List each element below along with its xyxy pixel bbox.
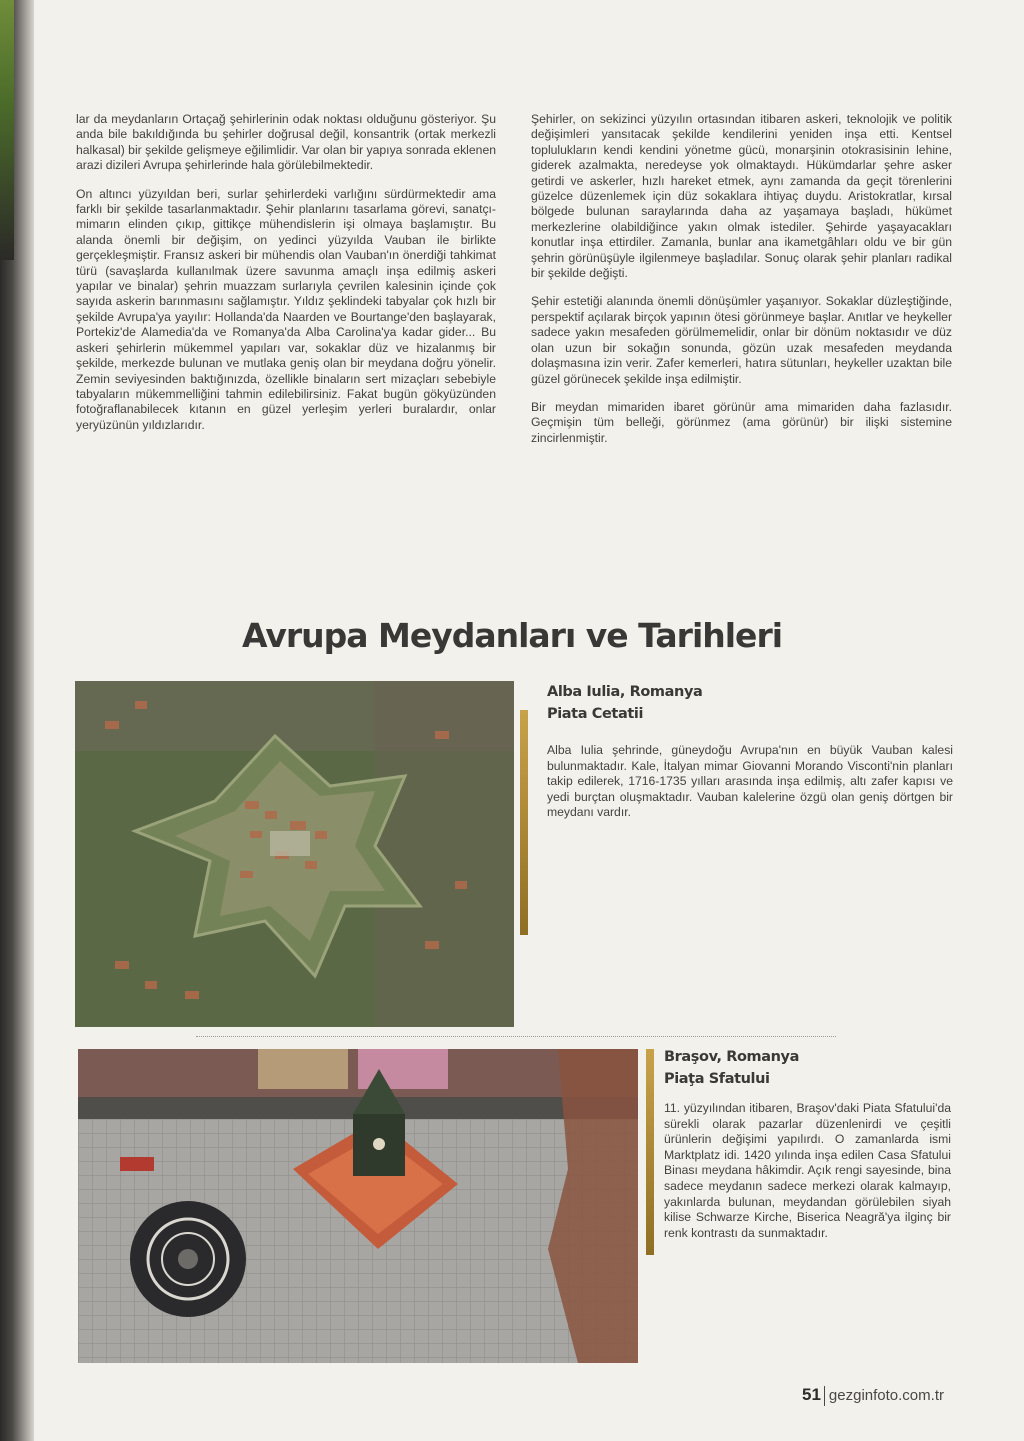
square-name: Piaţa Sfatului [664, 1071, 770, 1087]
page-footer [802, 1385, 944, 1406]
footer-site: gezginfoto.com.tr [828, 1387, 944, 1404]
square-heading-alba [547, 681, 847, 725]
paragraph: Bir meydan mimariden ibaret görünür ama mimariden daha fazlasıdır. Geçmişin tüm belleği, görünmez (ama görünür) bir ilişki sistemine zincirlenmiştir. [531, 399, 952, 445]
accent-bar [646, 1049, 654, 1255]
paragraph: On altıncı yüzyıldan beri, surlar şehirlerdeki varlığını sürdürmektedir ama farklı bir şekilde tasarlanmaktadır. Şehir planlarını tasarlama görevi, sanatçı-mimarın elinden çıkıp, gittikçe mühendislerin işi olmaya başlamıştır. Bu alanda önemli bir değişim, on yedinci yüzyılda Vauban ile birlikte gerçekleşmiştir. Fransız askeri bir mühendis olan Vauban'ın önerdiği tahkimat türü (savaşlarda kullanılmak üzere savunma amaçlı inşa edilmiş askeri yapılar ve binalar) şehrin muazzam surlarıyla çevrilen kalesinin içinde çok sayıda askerin barınmasını sağlamıştır. Yıldız şeklindeki tabyalar çok hızlı bir şekilde Avrupa'ya yayılır: Hollanda'da Naarden ve Bourtange'den başlayarak, Portekiz'de Alamedia'da ve Romanya'da Alba Carolina'ya kadar gider... Bu askeri şehirlerin mükemmel yapıları var, sokaklar düz ve hizalanmış bir şekilde, merkezde bulunan ve mutlaka geniş olan bir meydana doğru yönelir. Zemin seviyesinden baktığınızda, özellikle binaların sert mizaçları sebebiyle tabyaların mükemmelliğini tahmin edilebilirsiniz. Fakat bugün gökyüzünden fotoğraflanabilecek kıtanın en güzel yerleşim yerleri buralardır, onlar yeryüzünün yıldızlarıdır. [76, 186, 496, 432]
accent-bar [520, 710, 528, 935]
page-number: 51 [802, 1385, 821, 1404]
body-column-right [531, 112, 952, 459]
spine-color-strip [0, 0, 14, 260]
star-fortress-illustration [75, 681, 514, 1027]
square-location: Alba Iulia, Romanya [547, 684, 703, 700]
section-title: Avrupa Meydanları ve Tarihleri [241, 616, 783, 655]
brasov-aerial-photo [78, 1049, 638, 1363]
square-heading-brasov [664, 1046, 944, 1090]
town-square-illustration [78, 1049, 638, 1363]
square-name: Piata Cetatii [547, 706, 644, 722]
square-location: Braşov, Romanya [664, 1049, 799, 1065]
paragraph: Şehir estetiği alanında önemli dönüşümler yaşanıyor. Sokaklar düzleştiğinde, perspektif açılarak birçok yapının ötesi görünmeye başlar. Anıtlar ve heykeller sadece yakın mesafeden görülmemelidir, onlar bir dönüm noktasıdır ve düz olan uzun bir sokağın sonunda, gözün uzak mesafeden meydanda dolaşmasına izin verir. Zafer kemerleri, hatıra sütunları, heykeller uzaktan bile güzel görünecek şekilde inşa edilmiştir. [531, 294, 952, 386]
paragraph: lar da meydanların Ortaçağ şehirlerinin odak noktası olduğunu gösteriyor. Şu anda bile bakıldığında bu şehirler doğrusal değil, konsantrik (ortak merkezli halkasal) bir şekilde gelişmeye eğilimlidir. Var olan bir yapıya sonrada eklenen arazi dizileri Avrupa şehirlerinde hala görülebilmektedir. [76, 112, 496, 173]
square-description: Alba Iulia şehrinde, güneydoğu Avrupa'nın en büyük Vauban kalesi bulunmaktadır. Kale, İtalyan mimar Giovanni Morando Visconti'nin planları takip edilerek, 1716-1735 yılları arasında inşa edilmiş, altı zafer kapısı ve yedi burçtan oluşmaktadır. Vauban kalelerine özgü olan geniş dörtgen bir meydanı vardır. [547, 743, 953, 820]
body-column-left [76, 112, 496, 446]
square-description: 11. yüzyılından itibaren, Braşov'daki Piata Sfatului'da sürekli olarak pazarlar düzenlenirdi ve çeşitli ürünlerin değişimi yapılırdı. O zamanlarda ismi Marktplatz idi. 1420 yılında inşa edilen Casa Sfatului Binası meydana hâkimdir. Açık rengi sayesinde, bina sadece meydanın sadece merkezi olarak kalmayıp, yakınlarda bulunan, meydandan görülebilen siyah kilise Schwarze Kirche, Biserica Neagră'ya ilginç bir renk kontrastı da sunmaktadır. [664, 1101, 951, 1240]
paragraph: Şehirler, on sekizinci yüzyılın ortasından itibaren askeri, teknolojik ve politik değişimleri yansıtacak şekilde kendilerini yeniden inşa etti. Kentsel toplulukların kendi kendini yönetme gücü, monarşinin otokrasisinin lehine, giderek azalmakta, neredeyse yok olmaktaydı. Hükümdarlar şehre asker getirdi ve askerler, hızlı hareket etmek, aynı zamanda da geçit törenlerini güzelce düzenlemek için düz sokaklara ihtiyaç duydu. Aristokratlar, kırsal bölgede bulunan saraylarında daha az yaşamaya başladı, hükümet merkezlerine olabildiğince yakın olmak istediler. Şehirde yaşayacakları konutlar inşa ettirdiler. Zamanla, bunlar ana ikametgâhları oldu ve bir gün şehrin görünüşüyle ilgilenmeye başladılar. Sonuç olarak şehir planları radikal bir şekilde değişti. [531, 112, 952, 281]
alba-iulia-aerial-photo [75, 681, 514, 1027]
footer-divider [824, 1386, 825, 1406]
section-divider [196, 1036, 836, 1037]
